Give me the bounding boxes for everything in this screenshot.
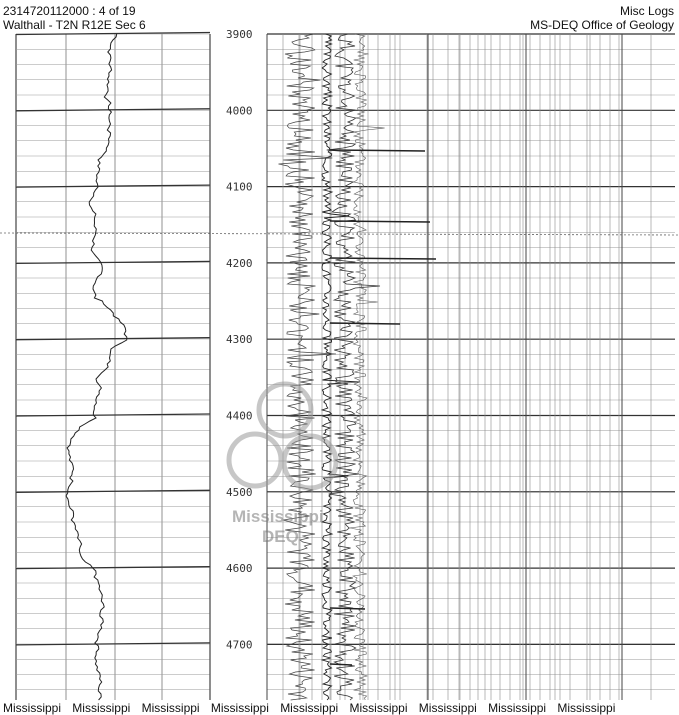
footer-state-label: Mississippi	[141, 701, 200, 715]
watermark-line2: DEQ	[262, 527, 299, 546]
agency-name: MS-DEQ Office of Geology	[530, 18, 674, 32]
footer-state-label: Mississippi	[349, 701, 408, 715]
footer-state-label: Mississippi	[280, 701, 339, 715]
record-id: 2314720112000 : 4 of 19	[3, 4, 136, 18]
watermark-logo	[229, 384, 336, 546]
location-line: Walthall - T2N R12E Sec 6	[3, 18, 146, 32]
footer-state-label: Mississippi	[557, 701, 616, 715]
depth-label: 4400	[226, 409, 253, 423]
log-curves	[66, 34, 436, 700]
depth-label: 4500	[226, 485, 253, 499]
watermark-line1: Mississippi	[232, 507, 324, 526]
depth-label: 4700	[226, 638, 253, 652]
footer-state-label: Mississippi	[72, 701, 131, 715]
depth-label: 3900	[226, 28, 253, 41]
depth-column	[210, 28, 267, 700]
footer-state-label: Mississippi	[418, 701, 477, 715]
depth-label: 4000	[226, 104, 253, 118]
depth-label: 4100	[226, 180, 253, 194]
depth-label: 4300	[226, 333, 253, 347]
footer-state-label: Mississippi	[3, 701, 62, 715]
footer-state-label: Mississippi	[488, 701, 547, 715]
footer-state-label: Mississippi	[210, 701, 269, 715]
left-log-track	[16, 33, 210, 701]
depth-label: 4600	[226, 562, 253, 576]
doc-type: Misc Logs	[619, 4, 674, 18]
depth-label: 4200	[226, 256, 253, 270]
